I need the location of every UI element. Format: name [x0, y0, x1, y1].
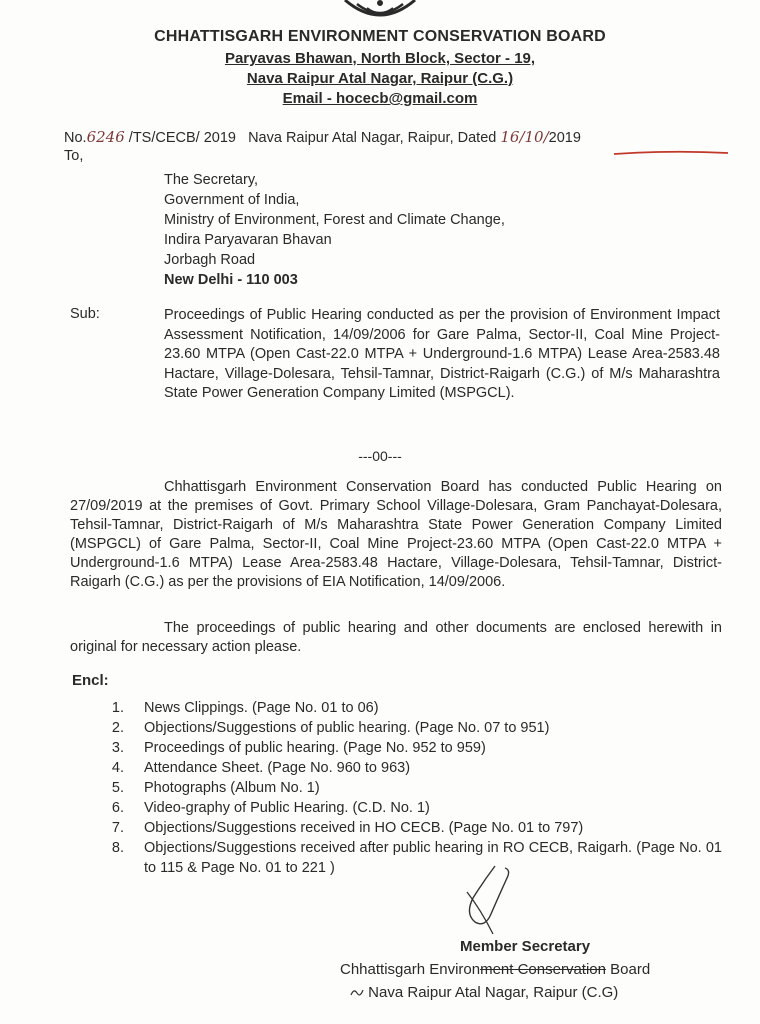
addressee-line: Ministry of Environment, Forest and Climate Change, — [164, 212, 505, 228]
list-item-text: Proceedings of public hearing. (Page No. 952 to 959) — [144, 740, 486, 756]
list-item — [100, 838, 722, 878]
addressee-block — [164, 170, 505, 290]
list-item-text: Objections/Suggestions received in HO CECB. (Page No. 01 to 797) — [144, 820, 584, 836]
list-item-number: 5. — [111, 780, 124, 796]
body-paragraph-1: Chhattisgarh Environment Conservation Board has conducted Public Hearing on 27/09/2019 at the premises of Govt. Primary School Village-Dolesara, Gram Panchayat-Dolesara, Tehsil-Tamnar, District-Raigarh of M/s Maharashtra State Power Generation Company Limited (MSPGCL) of Gare Palma, Sector-II, Coal Mine Project-23.60 MTPA (Open Cast-22.0 MTPA + Underground-1.6 MTPA) Lease Area-2583.48 Hactare, Village-Dolesara, Tehsil-Tamnar, District-Raigarh (C.G.) as per the provisions of EIA Notification, 14/09/2006. — [70, 479, 722, 590]
to-label: To, — [64, 148, 84, 164]
addressee-line: Indira Paryavaran Bhavan — [164, 232, 332, 248]
list-item — [100, 798, 722, 818]
list-item-number: 4. — [111, 760, 124, 776]
reference-date-handwritten: 16/10/ — [500, 128, 549, 146]
list-item-text: Video-graphy of Public Hearing. (C.D. No. 1) — [144, 800, 430, 816]
enclosures-label: Encl: — [72, 672, 109, 689]
list-item — [100, 758, 722, 778]
reference-no-suffix: /TS/CECB/ 2019 — [128, 130, 236, 146]
initial-mark-icon — [350, 987, 364, 999]
list-item-number: 2. — [111, 720, 124, 736]
list-item-text: Objections/Suggestions of public hearing. (Page No. 07 to 951) — [144, 720, 550, 736]
signatory-organization — [340, 961, 650, 978]
body-paragraph-2: The proceedings of public hearing and other documents are enclosed herewith in original for necessary action please. — [70, 620, 722, 655]
list-item — [100, 698, 722, 718]
subject-label: Sub: — [70, 306, 100, 322]
addressee-city: New Delhi - 110 003 — [164, 272, 298, 288]
header-email: Email - hocecb@gmail.com — [282, 90, 478, 107]
subject-text: Proceedings of Public Hearing conducted as per the provision of Environment Impact Assessment Notification, 14/09/2006 for Gare Palma, Sector-II, Coal Mine Project-23.60 MTPA (Open Cast-22.0 MTPA + Underground-1.6 MTPA) Lease Area-2583.48 Hactare, Village-Dolesara, Tehsil-Tamnar, District-Raigarh (C.G.) of M/s Maharashtra State Power Generation Company Limited (MSPGCL). — [164, 307, 720, 401]
reference-no-prefix: No. — [64, 130, 87, 146]
reference-number-handwritten: 6246 — [86, 128, 125, 146]
board-logo-icon — [335, 0, 425, 24]
list-item-number: 3. — [111, 740, 124, 756]
header-address-line2: Nava Raipur Atal Nagar, Raipur (C.G.) — [246, 70, 514, 87]
list-item-number: 8. — [111, 840, 124, 856]
signatory-org-part: Chhattisgarh Environ — [340, 961, 481, 978]
list-item-text: Attendance Sheet. (Page No. 960 to 963) — [144, 760, 411, 776]
date-underline-mark — [612, 148, 730, 158]
signatory-address — [350, 984, 618, 1001]
handwritten-signature — [445, 862, 535, 942]
addressee-line: The Secretary, — [164, 172, 259, 188]
signatory-org-part: Board — [605, 961, 651, 978]
list-item-number: 7. — [111, 820, 124, 836]
header-address-line1: Paryavas Bhawan, North Block, Sector - 19, — [224, 50, 536, 67]
list-item — [100, 818, 722, 838]
reference-line — [64, 128, 581, 146]
list-item — [100, 738, 722, 758]
enclosures-list — [100, 698, 722, 878]
list-item-number: 1. — [111, 700, 124, 716]
list-item — [100, 778, 722, 798]
addressee-line: Government of India, — [164, 192, 300, 208]
signatory-address-text: Nava Raipur Atal Nagar, Raipur (C.G) — [368, 984, 619, 1001]
reference-place-dated: Nava Raipur Atal Nagar, Raipur, Dated — [248, 130, 497, 146]
reference-year: 2019 — [548, 130, 581, 146]
list-item-number: 6. — [111, 800, 124, 816]
list-item-text: Photographs (Album No. 1) — [144, 780, 320, 796]
signatory-title: Member Secretary — [460, 938, 591, 955]
board-name: CHHATTISGARH ENVIRONMENT CONSERVATION BOARD — [154, 28, 606, 45]
section-divider: ---00--- — [358, 448, 402, 464]
addressee-line: Jorbagh Road — [164, 252, 256, 268]
signatory-org-struck: ment Conservation — [480, 961, 606, 978]
list-item — [100, 718, 722, 738]
list-item-text: Objections/Suggestions received after public hearing in RO CECB, Raigarh. (Page No. 01 to 115 & Page No. 01 to 221 ) — [144, 840, 722, 876]
list-item-text: News Clippings. (Page No. 01 to 06) — [144, 700, 379, 716]
